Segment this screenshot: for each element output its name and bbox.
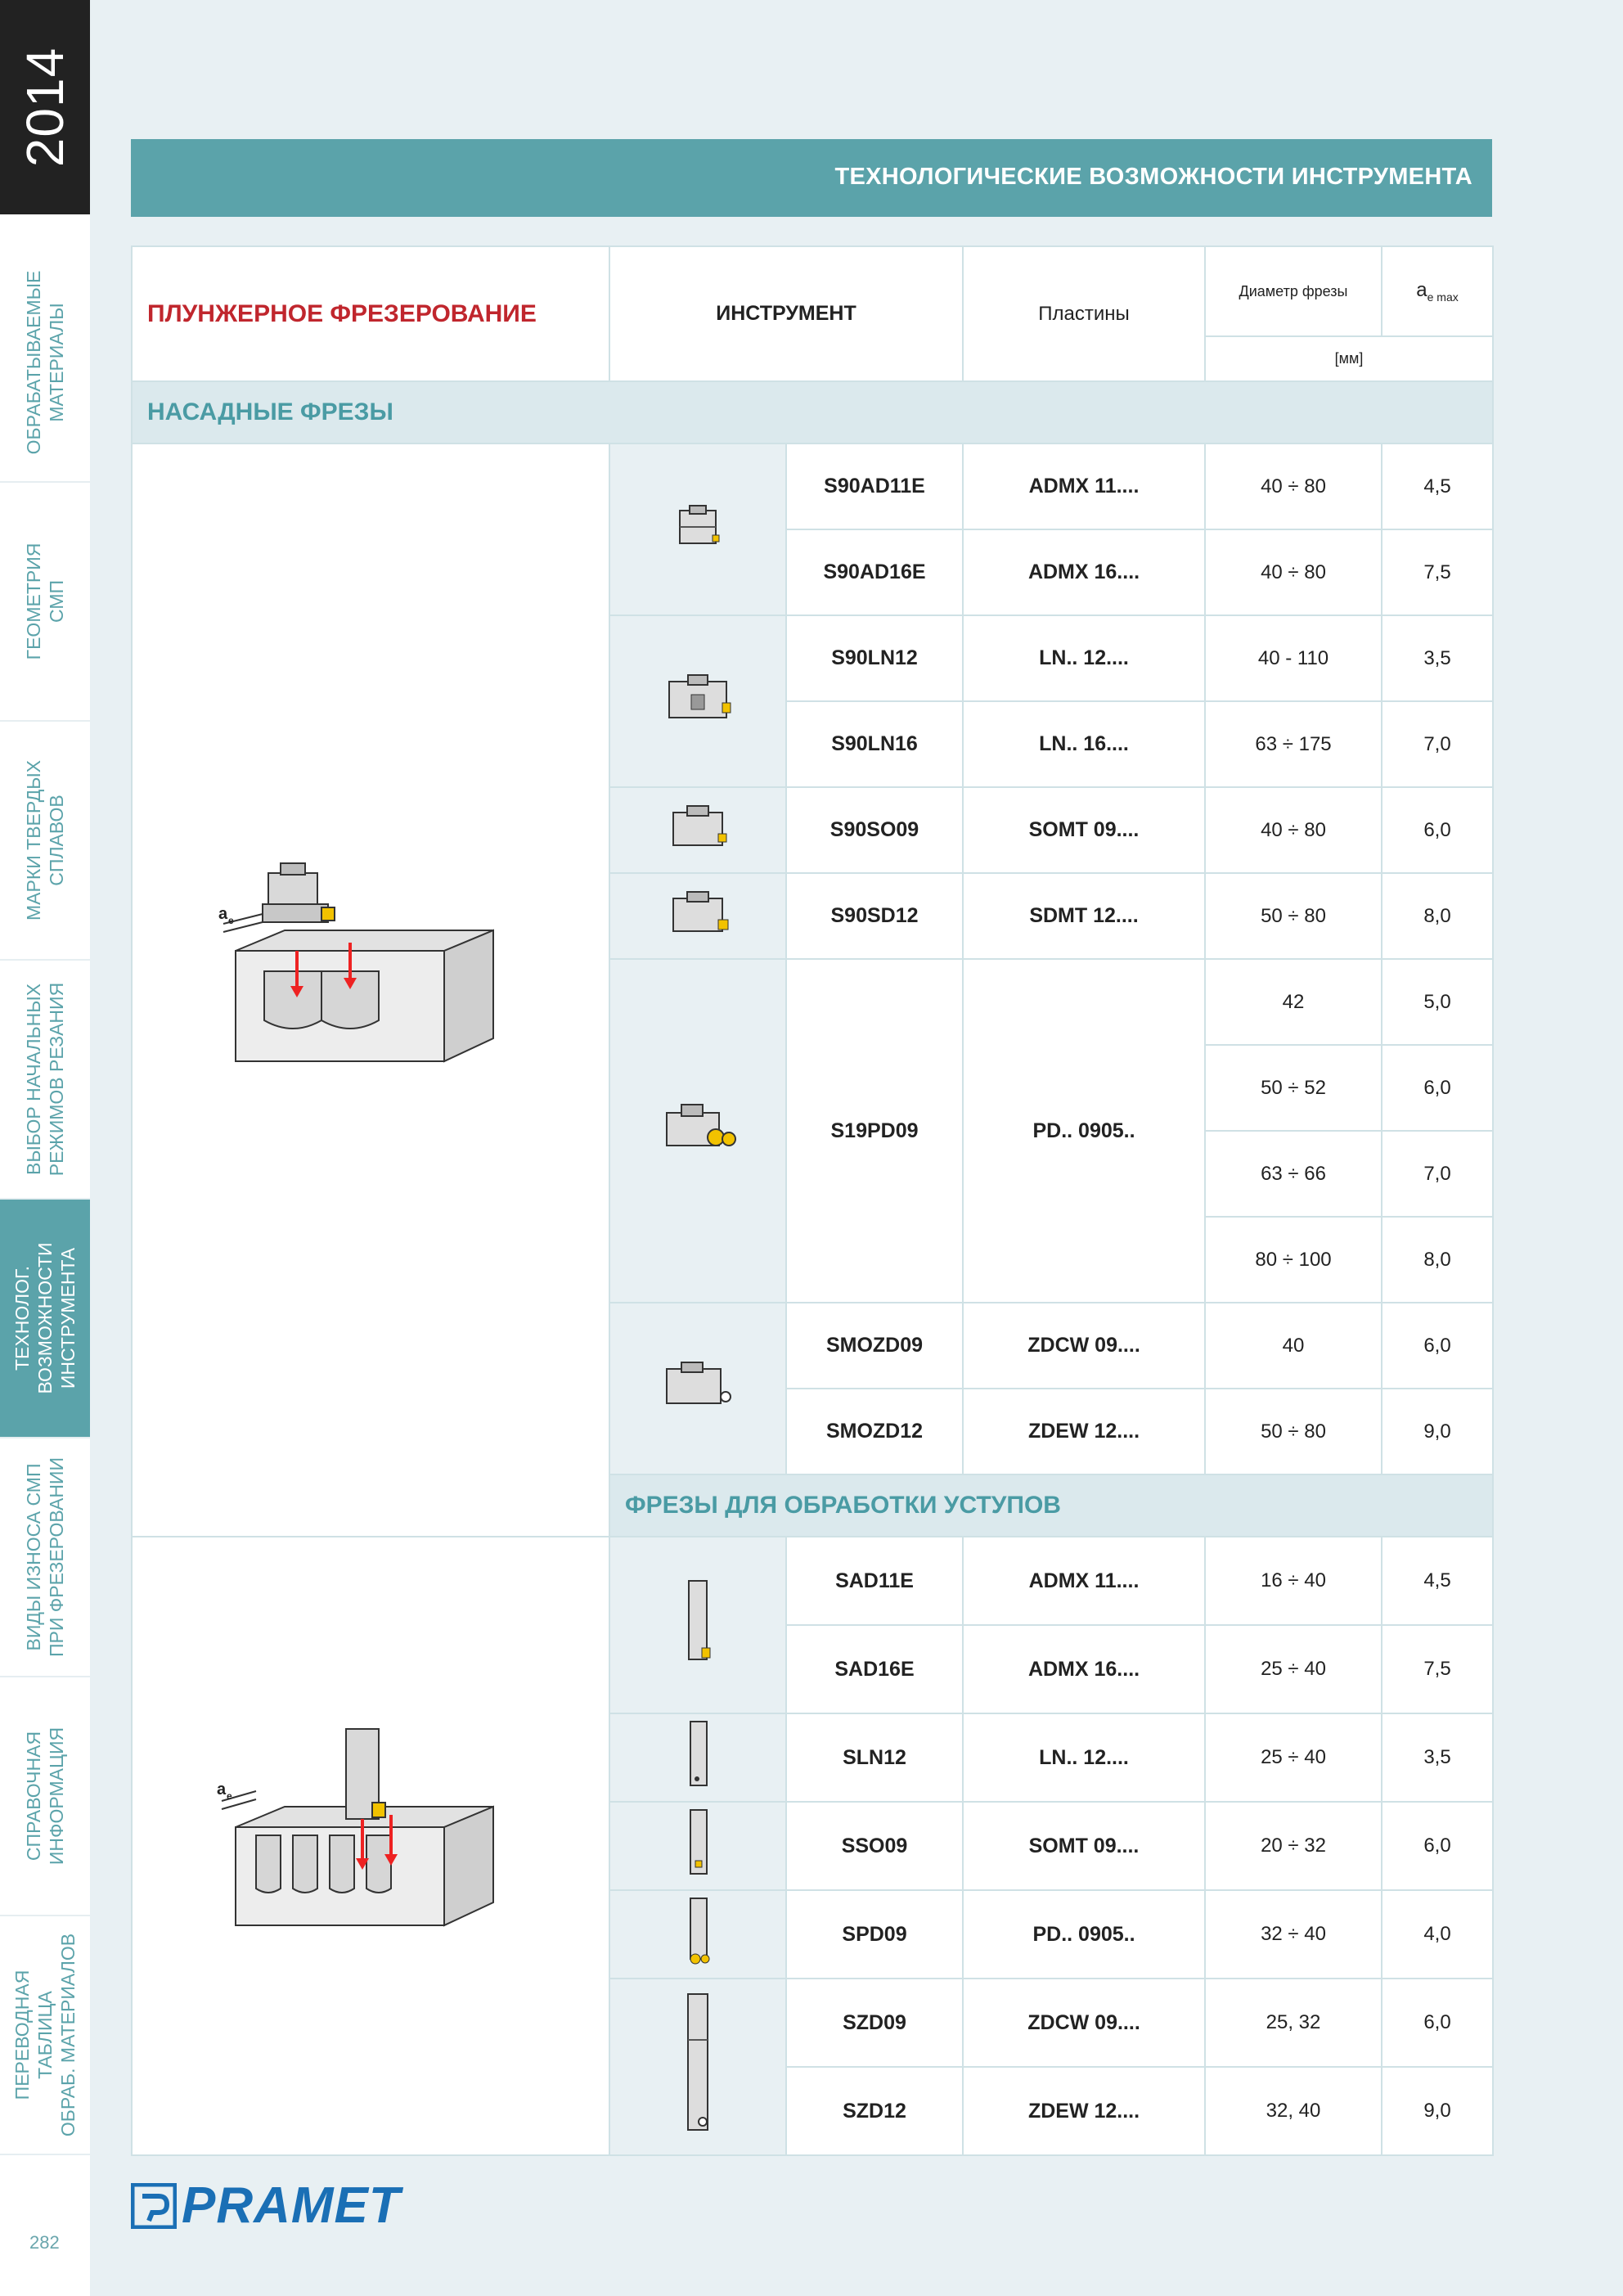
diameter: 40 <box>1205 1303 1382 1389</box>
section-header <box>131 139 1492 217</box>
sidebar-item-label: ТЕХНОЛОГ. ВОЗМОЖНОСТИ ИНСТРУМЕНТА <box>11 1242 79 1394</box>
tool-code: SSO09 <box>786 1802 963 1890</box>
unit-label: [мм] <box>1205 336 1493 381</box>
ae-max: 8,0 <box>1382 873 1493 959</box>
table-row <box>132 1537 1493 1625</box>
tool-code: SZD12 <box>786 2067 963 2155</box>
end-mill-icon <box>677 1718 718 1792</box>
insert-code: LN.. 12.... <box>963 615 1205 701</box>
diameter: 25 ÷ 40 <box>1205 1625 1382 1713</box>
ae-max: 6,0 <box>1382 1802 1493 1890</box>
ae-max: 5,0 <box>1382 959 1493 1045</box>
ae-main: a <box>1416 279 1427 302</box>
insert-code: ADMX 16.... <box>963 529 1205 615</box>
tool-icon-cell <box>609 443 786 615</box>
plunge-milling-illustration <box>199 857 542 1119</box>
section-row <box>132 381 1493 443</box>
insert-code: ZDCW 09.... <box>963 1303 1205 1389</box>
ae-max: 7,5 <box>1382 1625 1493 1713</box>
tool-code: S90SD12 <box>786 873 963 959</box>
sidebar-item-label: МАРКИ ТВЕРДЫХ СПЛАВОВ <box>23 760 67 921</box>
col-header-ae <box>1382 246 1493 336</box>
shoulder-milling-illustration <box>199 1713 542 1974</box>
insert-code: PD.. 0905.. <box>963 959 1205 1303</box>
ae-max: 8,0 <box>1382 1217 1493 1303</box>
diameter: 80 ÷ 100 <box>1205 1217 1382 1303</box>
face-mill-icon <box>657 1100 739 1157</box>
capabilities-table <box>131 245 1494 2156</box>
diameter: 50 ÷ 52 <box>1205 1045 1382 1131</box>
sidebar-item-label: ГЕОМЕТРИЯ СМП <box>23 542 67 660</box>
end-mill-icon <box>677 1807 718 1880</box>
insert-code: ZDEW 12.... <box>963 1389 1205 1474</box>
insert-code: ZDEW 12.... <box>963 2067 1205 2155</box>
sidebar-item-conversion-table[interactable] <box>0 1916 90 2155</box>
end-mill-icon <box>677 1578 718 1668</box>
section-header-title: ТЕХНОЛОГИЧЕСКИЕ ВОЗМОЖНОСТИ ИНСТРУМЕНТА <box>834 164 1472 190</box>
insert-code: ADMX 16.... <box>963 1625 1205 1713</box>
ae-max: 9,0 <box>1382 1389 1493 1474</box>
sidebar-item-label: ПЕРЕВОДНАЯ ТАБЛИЦА ОБРАБ. МАТЕРИАЛОВ <box>11 1933 79 2137</box>
tool-icon-cell <box>609 1979 786 2155</box>
ae-max: 6,0 <box>1382 1979 1493 2067</box>
ae-max: 4,5 <box>1382 443 1493 529</box>
insert-code: ADMX 11.... <box>963 443 1205 529</box>
tool-icon-cell <box>609 1890 786 1979</box>
tool-code: SZD09 <box>786 1979 963 2067</box>
col-header-inserts: Пластины <box>963 246 1205 381</box>
year-label: 2014 <box>16 47 74 168</box>
tool-icon-cell <box>609 1303 786 1474</box>
ae-sub: e max <box>1427 290 1459 304</box>
insert-code: ZDCW 09.... <box>963 1979 1205 2067</box>
ae-max: 6,0 <box>1382 1303 1493 1389</box>
tool-code: S19PD09 <box>786 959 963 1303</box>
tool-icon-cell <box>609 1537 786 1713</box>
ae-diagram-label-sub: e <box>228 914 234 926</box>
insert-code: ADMX 11.... <box>963 1537 1205 1625</box>
tool-icon-cell <box>609 1713 786 1802</box>
ae-max: 6,0 <box>1382 787 1493 873</box>
sidebar-item-materials[interactable] <box>0 244 90 483</box>
tool-code: S90AD16E <box>786 529 963 615</box>
end-mill-icon <box>677 1895 718 1969</box>
tool-code: S90LN16 <box>786 701 963 787</box>
sidebar-item-capabilities[interactable] <box>0 1200 90 1438</box>
tool-code: SPD09 <box>786 1890 963 1979</box>
ae-diagram-label-sub: e <box>227 1790 232 1802</box>
sidebar-item-wear[interactable] <box>0 1438 90 1677</box>
tool-icon-cell <box>609 787 786 873</box>
diameter: 50 ÷ 80 <box>1205 1389 1382 1474</box>
insert-code: SOMT 09.... <box>963 787 1205 873</box>
sidebar-item-label: ВИДЫ ИЗНОСА СМП ПРИ ФРЕЗЕРОВАНИИ <box>23 1457 67 1658</box>
tool-code: S90SO09 <box>786 787 963 873</box>
tool-icon-cell <box>609 873 786 959</box>
section-title-shoulder-cutters: ФРЕЗЫ ДЛЯ ОБРАБОТКИ УСТУПОВ <box>609 1474 1493 1537</box>
plunge-diagram-cell <box>132 443 609 1537</box>
tool-icon-cell <box>609 1802 786 1890</box>
ae-max: 4,0 <box>1382 1890 1493 1979</box>
face-mill-icon <box>665 502 731 551</box>
ae-max: 7,0 <box>1382 1131 1493 1217</box>
diameter: 63 ÷ 66 <box>1205 1131 1382 1217</box>
ae-diagram-label-main: a <box>217 1780 227 1799</box>
section-title-mounted-cutters: НАСАДНЫЕ ФРЕЗЫ <box>132 381 1493 443</box>
ae-max: 3,5 <box>1382 1713 1493 1802</box>
tool-code: S90AD11E <box>786 443 963 529</box>
ae-max: 4,5 <box>1382 1537 1493 1625</box>
diameter: 25, 32 <box>1205 1979 1382 2067</box>
sidebar-item-geometry[interactable] <box>0 483 90 722</box>
diameter: 40 ÷ 80 <box>1205 529 1382 615</box>
pramet-logo <box>131 2177 401 2235</box>
diameter: 32, 40 <box>1205 2067 1382 2155</box>
logo-text: PRAMET <box>182 2177 401 2234</box>
insert-code: LN.. 16.... <box>963 701 1205 787</box>
ae-diagram-label-main: a <box>218 904 228 923</box>
insert-code: PD.. 0905.. <box>963 1890 1205 1979</box>
table-header-row <box>132 246 1493 336</box>
insert-code: SOMT 09.... <box>963 1802 1205 1890</box>
year-tab <box>0 0 90 214</box>
page-number: 282 <box>29 2232 60 2253</box>
tool-code: S90LN12 <box>786 615 963 701</box>
pramet-logo-icon <box>131 2183 177 2229</box>
face-mill-icon <box>657 1357 739 1415</box>
diameter: 16 ÷ 40 <box>1205 1537 1382 1625</box>
shoulder-diagram-cell <box>132 1537 609 2155</box>
sidebar-item-label: ВЫБОР НАЧАЛЬНЫХ РЕЖИМОВ РЕЗАНИЯ <box>23 982 67 1177</box>
tool-code: SMOZD12 <box>786 1389 963 1474</box>
sidebar-item-reference[interactable] <box>0 1677 90 1916</box>
ae-max: 9,0 <box>1382 2067 1493 2155</box>
ae-max: 7,0 <box>1382 701 1493 787</box>
diameter: 40 ÷ 80 <box>1205 787 1382 873</box>
end-mill-icon <box>673 1991 722 2138</box>
diameter: 63 ÷ 175 <box>1205 701 1382 787</box>
ae-max: 6,0 <box>1382 1045 1493 1131</box>
col-header-tool: ИНСТРУМЕНТ <box>609 246 963 381</box>
tool-icon-cell <box>609 615 786 787</box>
face-mill-icon <box>657 670 739 727</box>
ae-max: 3,5 <box>1382 615 1493 701</box>
diameter: 32 ÷ 40 <box>1205 1890 1382 1979</box>
sidebar-item-cutting-modes[interactable] <box>0 961 90 1200</box>
table-title: ПЛУНЖЕРНОЕ ФРЕЗЕРОВАНИЕ <box>132 246 609 381</box>
sidebar <box>0 0 90 2296</box>
face-mill-icon <box>661 889 735 938</box>
tool-code: SMOZD09 <box>786 1303 963 1389</box>
face-mill-icon <box>661 803 735 852</box>
col-header-diameter: Диаметр фрезы <box>1205 246 1382 336</box>
insert-code: LN.. 12.... <box>963 1713 1205 1802</box>
tool-code: SLN12 <box>786 1713 963 1802</box>
diameter: 50 ÷ 80 <box>1205 873 1382 959</box>
diameter: 40 ÷ 80 <box>1205 443 1382 529</box>
sidebar-item-label: ОБРАБАТЫВАЕМЫЕ МАТЕРИАЛЫ <box>23 270 67 455</box>
sidebar-item-label: СПРАВОЧНАЯ ИНФОРМАЦИЯ <box>23 1727 67 1866</box>
diameter: 25 ÷ 40 <box>1205 1713 1382 1802</box>
diameter: 40 - 110 <box>1205 615 1382 701</box>
diameter: 20 ÷ 32 <box>1205 1802 1382 1890</box>
table-row <box>132 443 1493 529</box>
sidebar-item-grades[interactable] <box>0 722 90 961</box>
tool-code: SAD16E <box>786 1625 963 1713</box>
tool-icon-cell <box>609 959 786 1303</box>
ae-max: 7,5 <box>1382 529 1493 615</box>
tool-code: SAD11E <box>786 1537 963 1625</box>
insert-code: SDMT 12.... <box>963 873 1205 959</box>
diameter: 42 <box>1205 959 1382 1045</box>
